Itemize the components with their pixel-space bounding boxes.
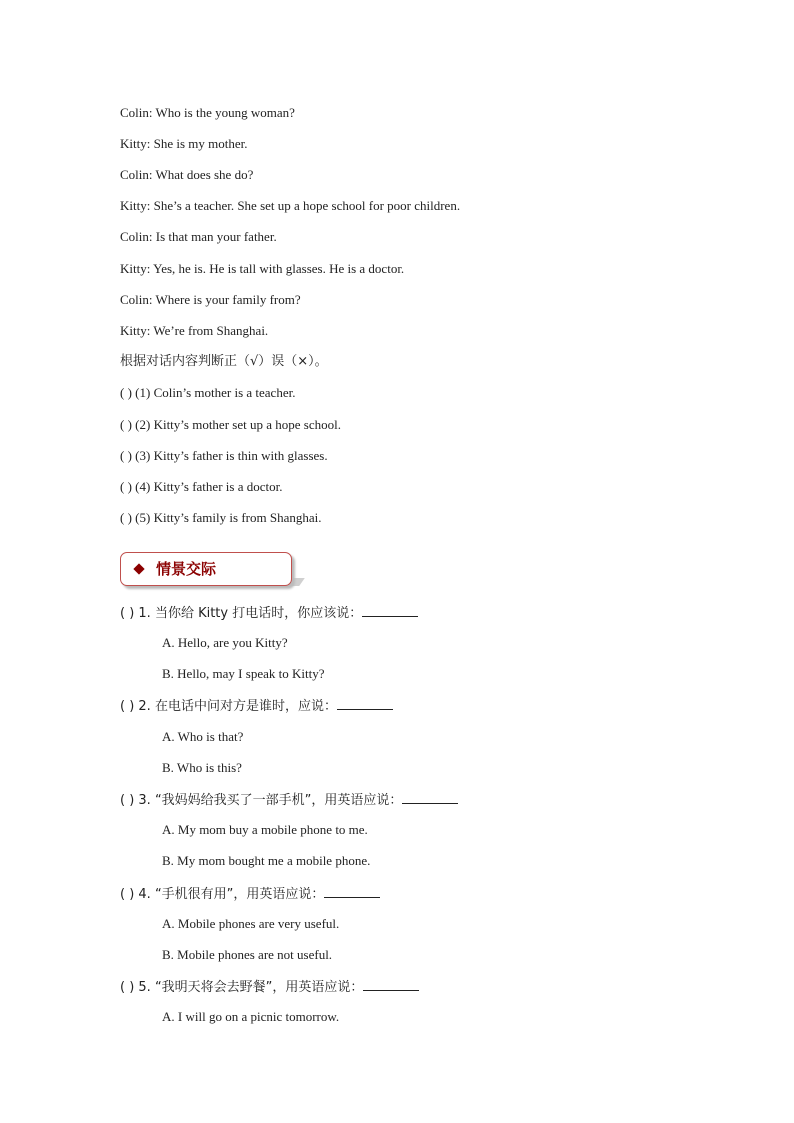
- question-option: A. My mom buy a mobile phone to me.: [162, 822, 368, 837]
- dialogue-line: Kitty: Yes, he is. He is tall with glasses. He is a doctor.: [120, 261, 405, 276]
- question-text: ( ) 1. 当你给 Kitty 打电话时，你应该说：: [120, 606, 363, 621]
- question-option: B. Mobile phones are not useful.: [162, 947, 333, 962]
- answer-blank: [324, 885, 380, 898]
- question-option: B. My mom bought me a mobile phone.: [162, 853, 371, 868]
- dialogue-line: Colin: Is that man your father.: [120, 229, 277, 244]
- question-option: B. Who is this?: [162, 760, 242, 775]
- dialogue-line: Kitty: She’s a teacher. She set up a hope school for poor children.: [120, 198, 461, 213]
- section-title: 情景交际: [156, 560, 217, 578]
- dialogue-line: Colin: What does she do?: [120, 167, 254, 182]
- question-stem: [120, 885, 380, 903]
- question-option: B. Hello, may I speak to Kitty?: [162, 666, 325, 681]
- dialogue-line: Colin: Where is your family from?: [120, 292, 301, 307]
- question-option: A. Who is that?: [162, 729, 244, 744]
- question-stem: [120, 697, 393, 715]
- question-option: A. Hello, are you Kitty?: [162, 635, 288, 650]
- judge-item: ( ) (4) Kitty’s father is a doctor.: [120, 479, 283, 494]
- answer-blank: [363, 978, 419, 991]
- judge-instruction: 根据对话内容判断正（√）误（×）。: [120, 354, 328, 369]
- dialogue-line: Kitty: She is my mother.: [120, 136, 248, 151]
- answer-blank: [402, 791, 458, 804]
- judge-item: ( ) (2) Kitty’s mother set up a hope school.: [120, 417, 341, 432]
- question-text: ( ) 2. 在电话中问对方是谁时，应说：: [120, 699, 337, 714]
- answer-blank: [362, 604, 418, 617]
- diamond-icon: [133, 563, 144, 574]
- question-stem: [120, 978, 419, 996]
- dialogue-line: Kitty: We’re from Shanghai.: [120, 323, 269, 338]
- question-text: ( ) 5. “我明天将会去野餐”，用英语应说：: [120, 980, 364, 995]
- answer-blank: [337, 697, 393, 710]
- question-stem: [120, 791, 458, 809]
- question-text: ( ) 4. “手机很有用”，用英语应说：: [120, 887, 325, 902]
- question-option: A. I will go on a picnic tomorrow.: [162, 1009, 340, 1024]
- judge-item: ( ) (5) Kitty’s family is from Shanghai.: [120, 510, 322, 525]
- question-option: A. Mobile phones are very useful.: [162, 916, 340, 931]
- question-text: ( ) 3. “我妈妈给我买了一部手机”，用英语应说：: [120, 793, 403, 808]
- question-stem: [120, 604, 418, 622]
- section-header: [120, 552, 292, 586]
- judge-item: ( ) (1) Colin’s mother is a teacher.: [120, 385, 296, 400]
- dialogue-line: Colin: Who is the young woman?: [120, 105, 295, 120]
- judge-item: ( ) (3) Kitty’s father is thin with glasses.: [120, 448, 328, 463]
